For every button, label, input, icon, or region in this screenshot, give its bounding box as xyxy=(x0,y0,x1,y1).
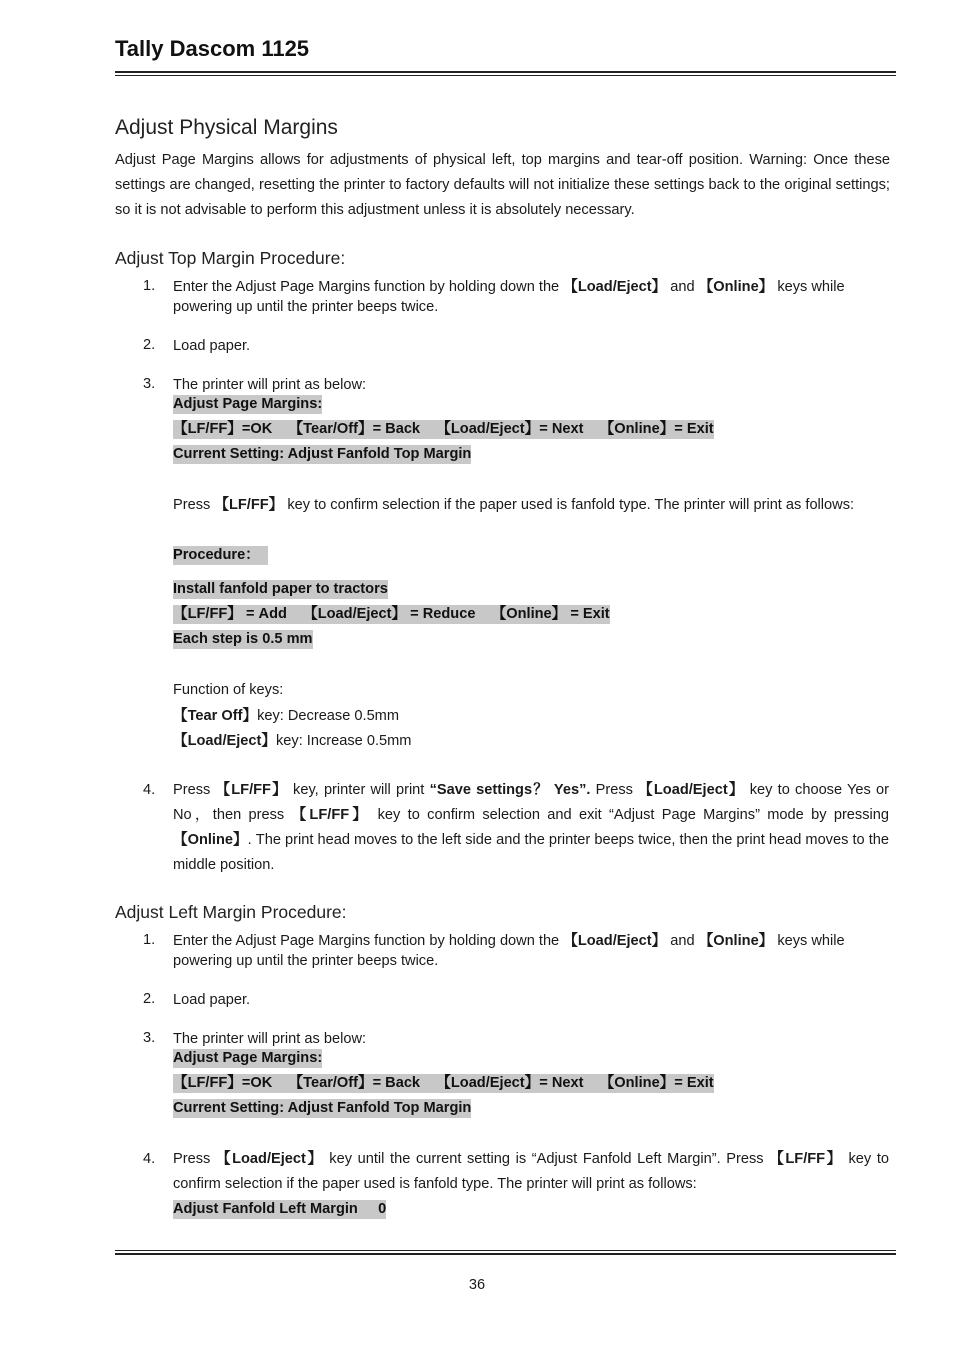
left-step3-text: The printer will print as below: xyxy=(173,1031,367,1047)
page-number: 36 xyxy=(468,1277,486,1293)
left-step4-text: Press 【Load/Eject】 key until the current setting is “Adjust Fanfold Left Margin”. Press 【LF/FF】 key to confirm selection if the paper used is fanfold type. The printer will print as follows: xyxy=(173,1151,890,1192)
footer-rule-top xyxy=(115,1250,896,1251)
step-number: 1. xyxy=(143,278,156,294)
header-rule-top xyxy=(115,71,896,73)
step-number: 4. xyxy=(143,1151,156,1167)
left-step1-text: Enter the Adjust Page Margins function by holding down the 【Load/Eject】 and 【Online】 keys while powering up until the printer beeps twice. xyxy=(173,933,845,969)
intro-paragraph: Adjust Page Margins allows for adjustments of physical left, top margins and tear-off position. Warning: Once these settings are changed, resetting the printer to factory defaults will not initialize these settings back to the original settings; so it is not advisable to perform this adjustment unless it is absolutely necessary. xyxy=(115,152,890,218)
section-title: Adjust Physical Margins xyxy=(115,116,338,139)
printout-block xyxy=(173,580,610,649)
step-number: 3. xyxy=(143,1030,156,1046)
printout-line: Each step is 0.5 mm xyxy=(173,631,313,647)
function-key-line: 【Tear Off】key: Decrease 0.5mm xyxy=(173,708,399,724)
printout-block xyxy=(173,395,714,464)
printout-line: 【LF/FF】=OK 【Tear/Off】= Back 【Load/Eject】= Next 【Online】= Exit xyxy=(173,1075,714,1091)
top-step2-text: Load paper. xyxy=(173,338,251,354)
step-number: 3. xyxy=(143,376,156,392)
printout-line: Install fanfold paper to tractors xyxy=(173,581,388,597)
printout-line: 【LF/FF】 = Add 【Load/Eject】 = Reduce 【Online】 = Exit xyxy=(173,606,610,622)
step-number: 2. xyxy=(143,991,156,1007)
printout-line: 【LF/FF】=OK 【Tear/Off】= Back 【Load/Eject】= Next 【Online】= Exit xyxy=(173,421,714,437)
function-key-line: 【Load/Eject】key: Increase 0.5mm xyxy=(173,733,412,749)
confirm-paragraph: Press 【LF/FF】 key to confirm selection if the paper used is fanfold type. The printer will print as follows: xyxy=(173,497,855,513)
document-header-title: Tally Dascom 1125 xyxy=(115,36,310,61)
function-keys-title: Function of keys: xyxy=(173,682,284,698)
printout-line: Adjust Page Margins: xyxy=(173,396,323,412)
top-margin-heading: Adjust Top Margin Procedure: xyxy=(115,248,346,268)
footer-rule-bottom xyxy=(115,1253,896,1255)
top-step4-text: Press 【LF/FF】 key, printer will print “Save settings？ Yes”. Press 【Load/Eject】 key to choose Yes or No，then press 【LF/FF】 key to confirm selection and exit “Adjust Page Margins” mode by pressing 【Online】. The print head moves to the left side and the printer beeps twice, then the print head moves to the middle position. xyxy=(173,782,890,873)
printout-line: Procedure： xyxy=(173,546,268,565)
top-step1-text: Enter the Adjust Page Margins function by holding down the 【Load/Eject】 and 【Online】 keys while powering up until the printer beeps twice. xyxy=(173,279,845,315)
step-number: 2. xyxy=(143,337,156,353)
printout-line: Current Setting: Adjust Fanfold Top Margin xyxy=(173,446,472,462)
header-rule-bottom xyxy=(115,75,896,76)
left-margin-heading: Adjust Left Margin Procedure: xyxy=(115,902,347,922)
left-step2-text: Load paper. xyxy=(173,992,251,1008)
printout-block xyxy=(173,1049,714,1118)
printout-line: Adjust Page Margins: xyxy=(173,1050,323,1066)
step-number: 4. xyxy=(143,782,156,798)
step-number: 1. xyxy=(143,932,156,948)
printout-line: Current Setting: Adjust Fanfold Top Margin xyxy=(173,1100,472,1116)
top-step3-text: The printer will print as below: xyxy=(173,377,367,393)
printout-line: Adjust Fanfold Left Margin 0 xyxy=(173,1201,387,1217)
